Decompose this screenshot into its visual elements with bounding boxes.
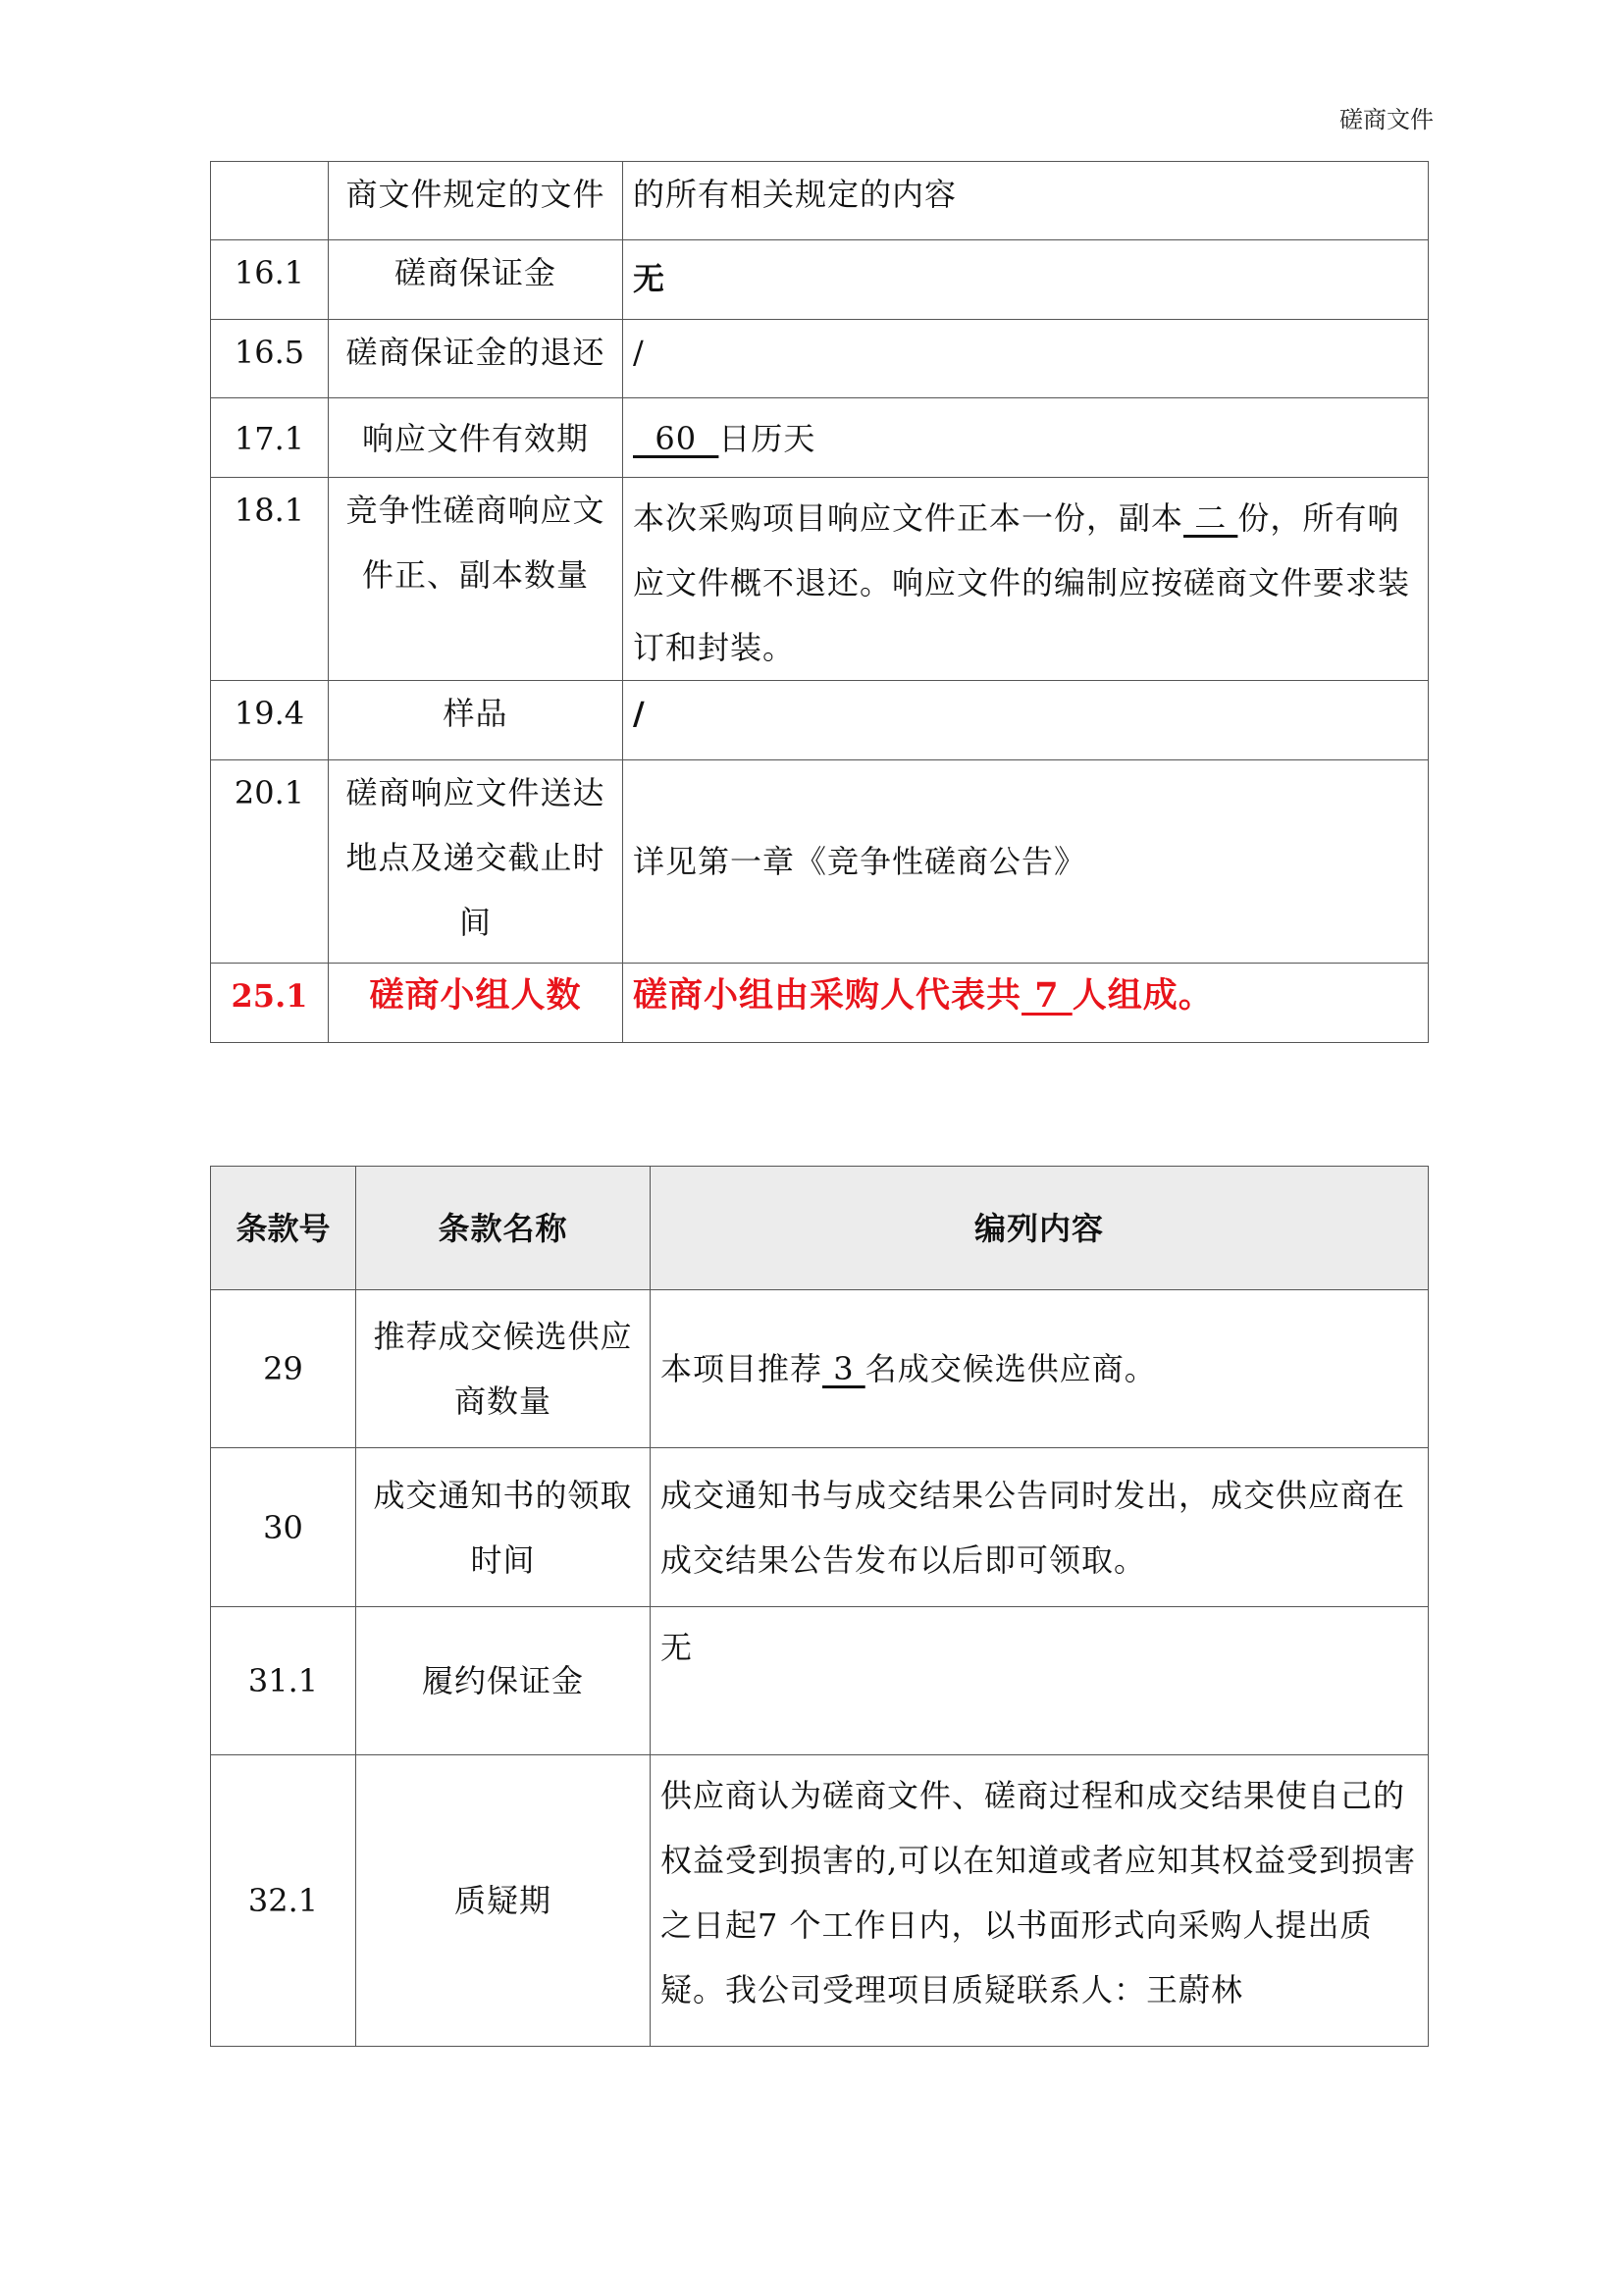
table-header-row (211, 1167, 1429, 1290)
clause-content: 详见第一章《竞争性磋商公告》 (623, 760, 1429, 964)
header-clause-name: 条款名称 (356, 1167, 651, 1290)
table-row (211, 398, 1429, 478)
table-row (211, 1290, 1429, 1448)
table-row (211, 1448, 1429, 1607)
clause-number: 19.4 (211, 681, 329, 760)
filled-blank: 60 (633, 420, 719, 457)
header-content: 编列内容 (651, 1167, 1429, 1290)
content-text: 本次采购项目响应文件正本一份，副本 (633, 499, 1184, 537)
clause-name: 质疑期 (356, 1755, 651, 2047)
clause-content (623, 478, 1429, 681)
table-row (211, 964, 1429, 1043)
content-text: 名成交候选供应商。 (864, 1350, 1157, 1387)
table-row (211, 760, 1429, 964)
clause-number: 17.1 (211, 398, 329, 478)
table-row (211, 240, 1429, 320)
clause-content: 成交通知书与成交结果公告同时发出，成交供应商在成交结果公告发布以后即可领取。 (651, 1448, 1429, 1607)
clause-content: 无 (623, 240, 1429, 320)
clause-content: 无 (651, 1607, 1429, 1755)
content-text: 日历天 (718, 420, 816, 457)
filled-blank: 二 (1183, 499, 1238, 537)
clause-name: 履约保证金 (356, 1607, 651, 1755)
terms-table (210, 1166, 1429, 2047)
header-clause-number: 条款号 (211, 1167, 356, 1290)
clause-number: 20.1 (211, 760, 329, 964)
content-text: 本项目推荐 (660, 1350, 823, 1387)
terms-table-continued (210, 161, 1429, 1043)
clause-name: 商文件规定的文件 (329, 162, 623, 240)
clause-content (623, 964, 1429, 1043)
clause-number: 25.1 (211, 964, 329, 1043)
clause-name: 竞争性磋商响应文件正、副本数量 (329, 478, 623, 681)
table-row (211, 681, 1429, 760)
filled-blank: 3 (822, 1350, 865, 1387)
table-row (211, 478, 1429, 681)
clause-content (651, 1290, 1429, 1448)
clause-content: 供应商认为磋商文件、磋商过程和成交结果使自己的权益受到损害的,可以在知道或者应知其权益受到损害之日起7 个工作日内，以书面形式向采购人提出质疑。我公司受理项目质疑联系人：王蔚林 (651, 1755, 1429, 2047)
clause-name: 推荐成交候选供应商数量 (356, 1290, 651, 1448)
clause-content (623, 398, 1429, 478)
clause-number: 29 (211, 1290, 356, 1448)
clause-content: / (623, 681, 1429, 760)
clause-number: 30 (211, 1448, 356, 1607)
content-text: 份，所有响应文件概不退还。响应文件的编制应按磋商文件要求装订和封装。 (633, 499, 1411, 666)
clause-name: 成交通知书的领取时间 (356, 1448, 651, 1607)
clause-number: 16.5 (211, 320, 329, 398)
table-row (211, 1607, 1429, 1755)
clause-name: 磋商保证金的退还 (329, 320, 623, 398)
clause-number (211, 162, 329, 240)
table-row (211, 162, 1429, 240)
content-text: 磋商小组由采购人代表共 (633, 975, 1022, 1016)
content-text: 人组成。 (1072, 975, 1214, 1016)
table-row (211, 1755, 1429, 2047)
clause-content: 的所有相关规定的内容 (623, 162, 1429, 240)
clause-number: 32.1 (211, 1755, 356, 2047)
running-header: 磋商文件 (1339, 106, 1434, 133)
clause-number: 31.1 (211, 1607, 356, 1755)
clause-content: / (623, 320, 1429, 398)
clause-name: 样品 (329, 681, 623, 760)
clause-number: 16.1 (211, 240, 329, 320)
table-row (211, 320, 1429, 398)
clause-number: 18.1 (211, 478, 329, 681)
clause-name: 磋商响应文件送达地点及递交截止时间 (329, 760, 623, 964)
clause-name: 磋商小组人数 (329, 964, 623, 1043)
clause-name: 响应文件有效期 (329, 398, 623, 478)
filled-blank: 7 (1022, 975, 1073, 1016)
clause-name: 磋商保证金 (329, 240, 623, 320)
